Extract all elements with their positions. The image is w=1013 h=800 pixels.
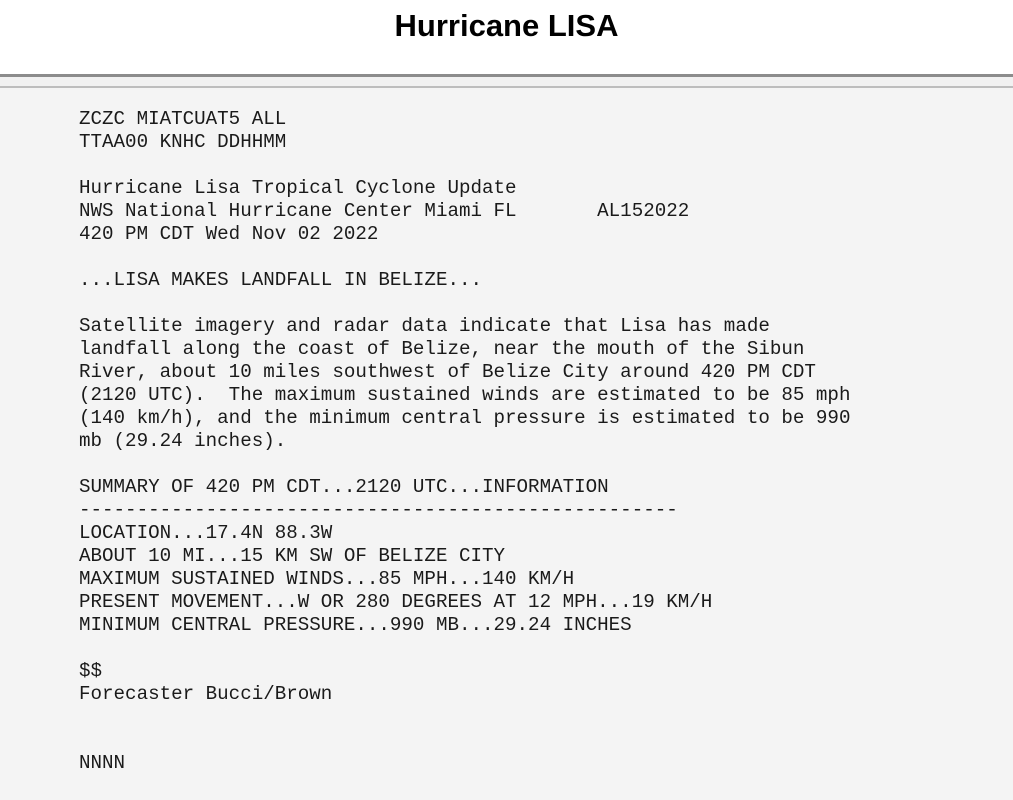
forecaster-line: Forecaster Bucci/Brown	[79, 683, 333, 705]
page-title: Hurricane LISA	[394, 8, 619, 43]
summary-item: PRESENT MOVEMENT...W OR 280 DEGREES AT 12 MPH...19 KM/H	[79, 591, 713, 613]
terminator: NNNN	[79, 752, 126, 774]
headline: ...LISA MAKES LANDFALL IN BELIZE...	[79, 269, 483, 291]
body-line: landfall along the coast of Belize, near the mouth of the Sibun	[79, 338, 805, 360]
body-line: (140 km/h), and the minimum central pressure is estimated to be 990	[79, 407, 851, 429]
end-marker: $$	[79, 660, 103, 682]
header-divider-gap	[0, 77, 1013, 86]
wmo-header-line: TTAA00 KNHC DDHHMM	[79, 131, 287, 153]
summary-divider: ----------------------------------------------------	[79, 499, 678, 521]
page-header	[0, 0, 1013, 74]
body-line: Satellite imagery and radar data indicate that Lisa has made	[79, 315, 770, 337]
bulletin-panel	[0, 88, 1013, 800]
body-line: mb (29.24 inches).	[79, 430, 287, 452]
bulletin-text	[79, 108, 1013, 775]
product-title: Hurricane Lisa Tropical Cyclone Update	[79, 177, 517, 199]
body-line: River, about 10 miles southwest of Belize City around 420 PM CDT	[79, 361, 816, 383]
summary-item: MAXIMUM SUSTAINED WINDS...85 MPH...140 KM/H	[79, 568, 575, 590]
summary-item: LOCATION...17.4N 88.3W	[79, 522, 333, 544]
wmo-header-line: ZCZC MIATCUAT5 ALL	[79, 108, 287, 130]
summary-item: ABOUT 10 MI...15 KM SW OF BELIZE CITY	[79, 545, 506, 567]
issuer-line: NWS National Hurricane Center Miami FL AL152022	[79, 200, 690, 222]
issue-time: 420 PM CDT Wed Nov 02 2022	[79, 223, 379, 245]
summary-heading: SUMMARY OF 420 PM CDT...2120 UTC...INFORMATION	[79, 476, 609, 498]
body-line: (2120 UTC). The maximum sustained winds are estimated to be 85 mph	[79, 384, 851, 406]
summary-item: MINIMUM CENTRAL PRESSURE...990 MB...29.24 INCHES	[79, 614, 632, 636]
